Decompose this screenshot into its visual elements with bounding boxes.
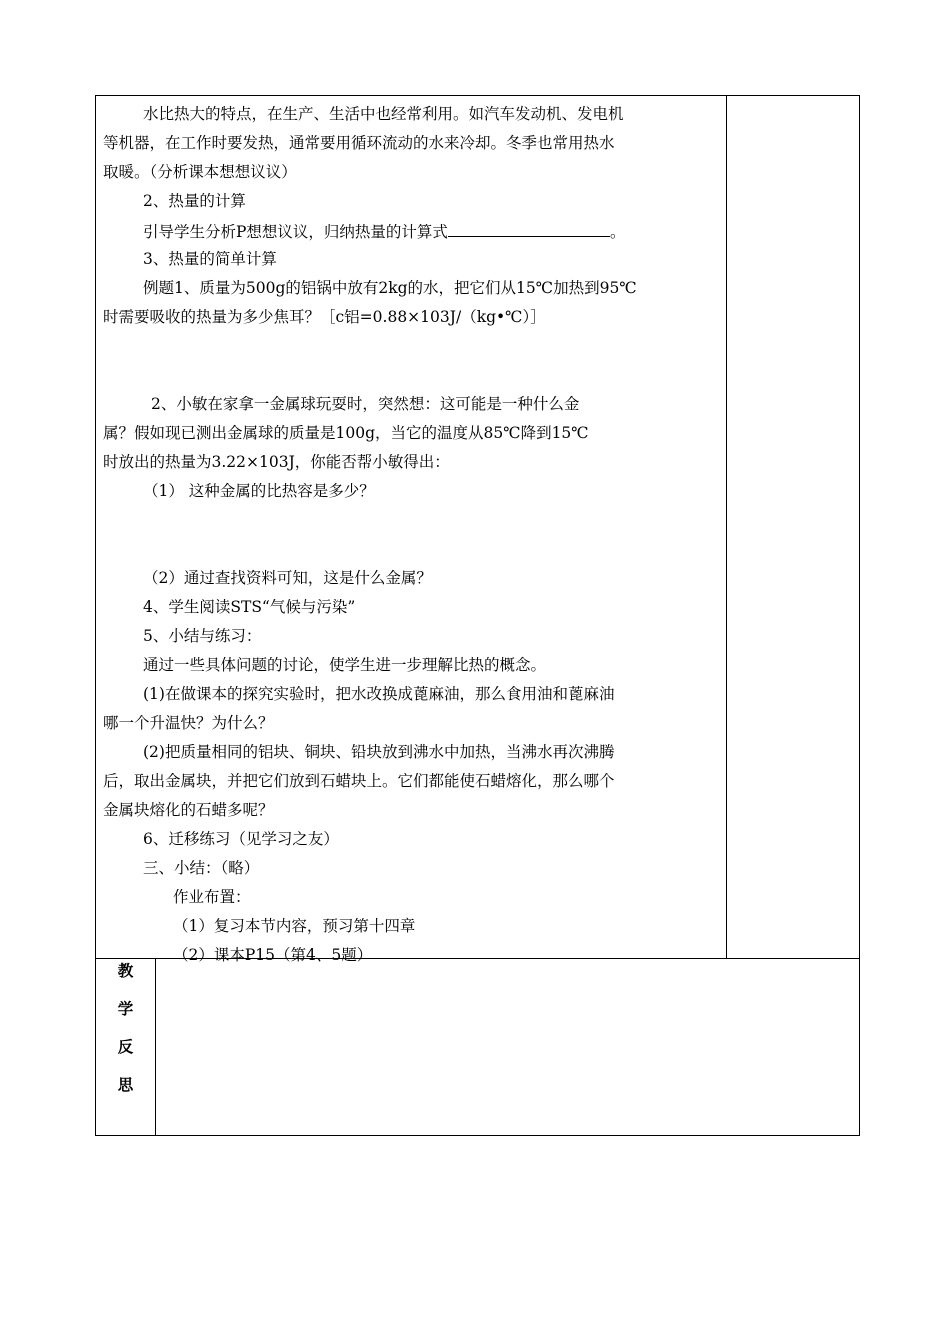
- text-line: 等机器，在工作时要发热，通常要用循环流动的水来冷却。冬季也常用热水: [103, 134, 615, 152]
- reflection-char: 教: [117, 961, 134, 980]
- section-heading: 5、小结与练习：: [143, 627, 262, 645]
- section-heading: 三、小结：（略）: [143, 859, 260, 877]
- text-line: 取暖。（分析课本想想议议）: [103, 163, 297, 181]
- section-heading: 3、热量的简单计算: [143, 250, 277, 268]
- lesson-content: [103, 100, 721, 970]
- homework-item: （2）课本P15（第4、5题）: [173, 946, 373, 964]
- text-line: （2）通过查找资料可知，这是什么金属？: [143, 569, 432, 587]
- homework-item: （1）复习本节内容，预习第十四章: [173, 917, 416, 935]
- text-line: （1） 这种金属的比热容是多少？: [143, 482, 375, 500]
- text-line: 属？假如现已测出金属球的质量是100g，当它的温度从85℃降到15℃: [103, 424, 589, 442]
- text-line: 2、小敏在家拿一金属球玩耍时，突然想：这可能是一种什么金: [151, 395, 580, 413]
- text-line: 作业布置：: [173, 888, 251, 906]
- text-line: 通过一些具体问题的讨论，使学生进一步理解比热的概念。: [143, 656, 547, 674]
- spacer: [103, 506, 721, 564]
- reflection-char: 思: [117, 1075, 134, 1094]
- text-line: (2)把质量相同的铝块、铜块、铅块放到沸水中加热，当沸水再次沸腾: [143, 743, 615, 761]
- text-line: 后，取出金属块，并把它们放到石蜡块上。它们都能使石蜡熔化，那么哪个: [103, 772, 615, 790]
- text-fragment: 。: [609, 223, 626, 241]
- text-line: [103, 216, 721, 245]
- text-line: 时需要吸收的热量为多少焦耳？［c铝=0.88×103J/（kg•℃）］: [103, 308, 546, 326]
- text-line: 金属块熔化的石蜡多呢？: [103, 801, 274, 819]
- fill-in-blank: [448, 216, 610, 237]
- table-divider-left: [155, 958, 156, 1136]
- text-line: 水比热大的特点，在生产、生活中也经常利用。如汽车发动机、发电机: [143, 105, 624, 123]
- reflection-char: 学: [117, 999, 134, 1018]
- reflection-char: 反: [117, 1037, 134, 1056]
- spacer: [103, 332, 721, 390]
- text-line: (1)在做课本的探究实验时，把水改换成蓖麻油，那么食用油和蓖麻油: [143, 685, 615, 703]
- text-line: 时放出的热量为3.22×103J，你能否帮小敏得出：: [103, 453, 450, 471]
- text-fragment: 引导学生分析P想想议议，归纳热量的计算式: [143, 223, 448, 241]
- text-line: 哪一个升温快？为什么？: [103, 714, 274, 732]
- table-divider-right: [726, 95, 727, 958]
- reflection-label: [96, 958, 155, 1110]
- text-line: 例题1、质量为500g的铝锅中放有2kg的水，把它们从15℃加热到95℃: [143, 279, 637, 297]
- section-heading: 2、热量的计算: [143, 192, 246, 210]
- section-heading: 6、迁移练习（见学习之友）: [143, 830, 339, 848]
- section-heading: 4、学生阅读STS“气候与污染”: [143, 598, 356, 616]
